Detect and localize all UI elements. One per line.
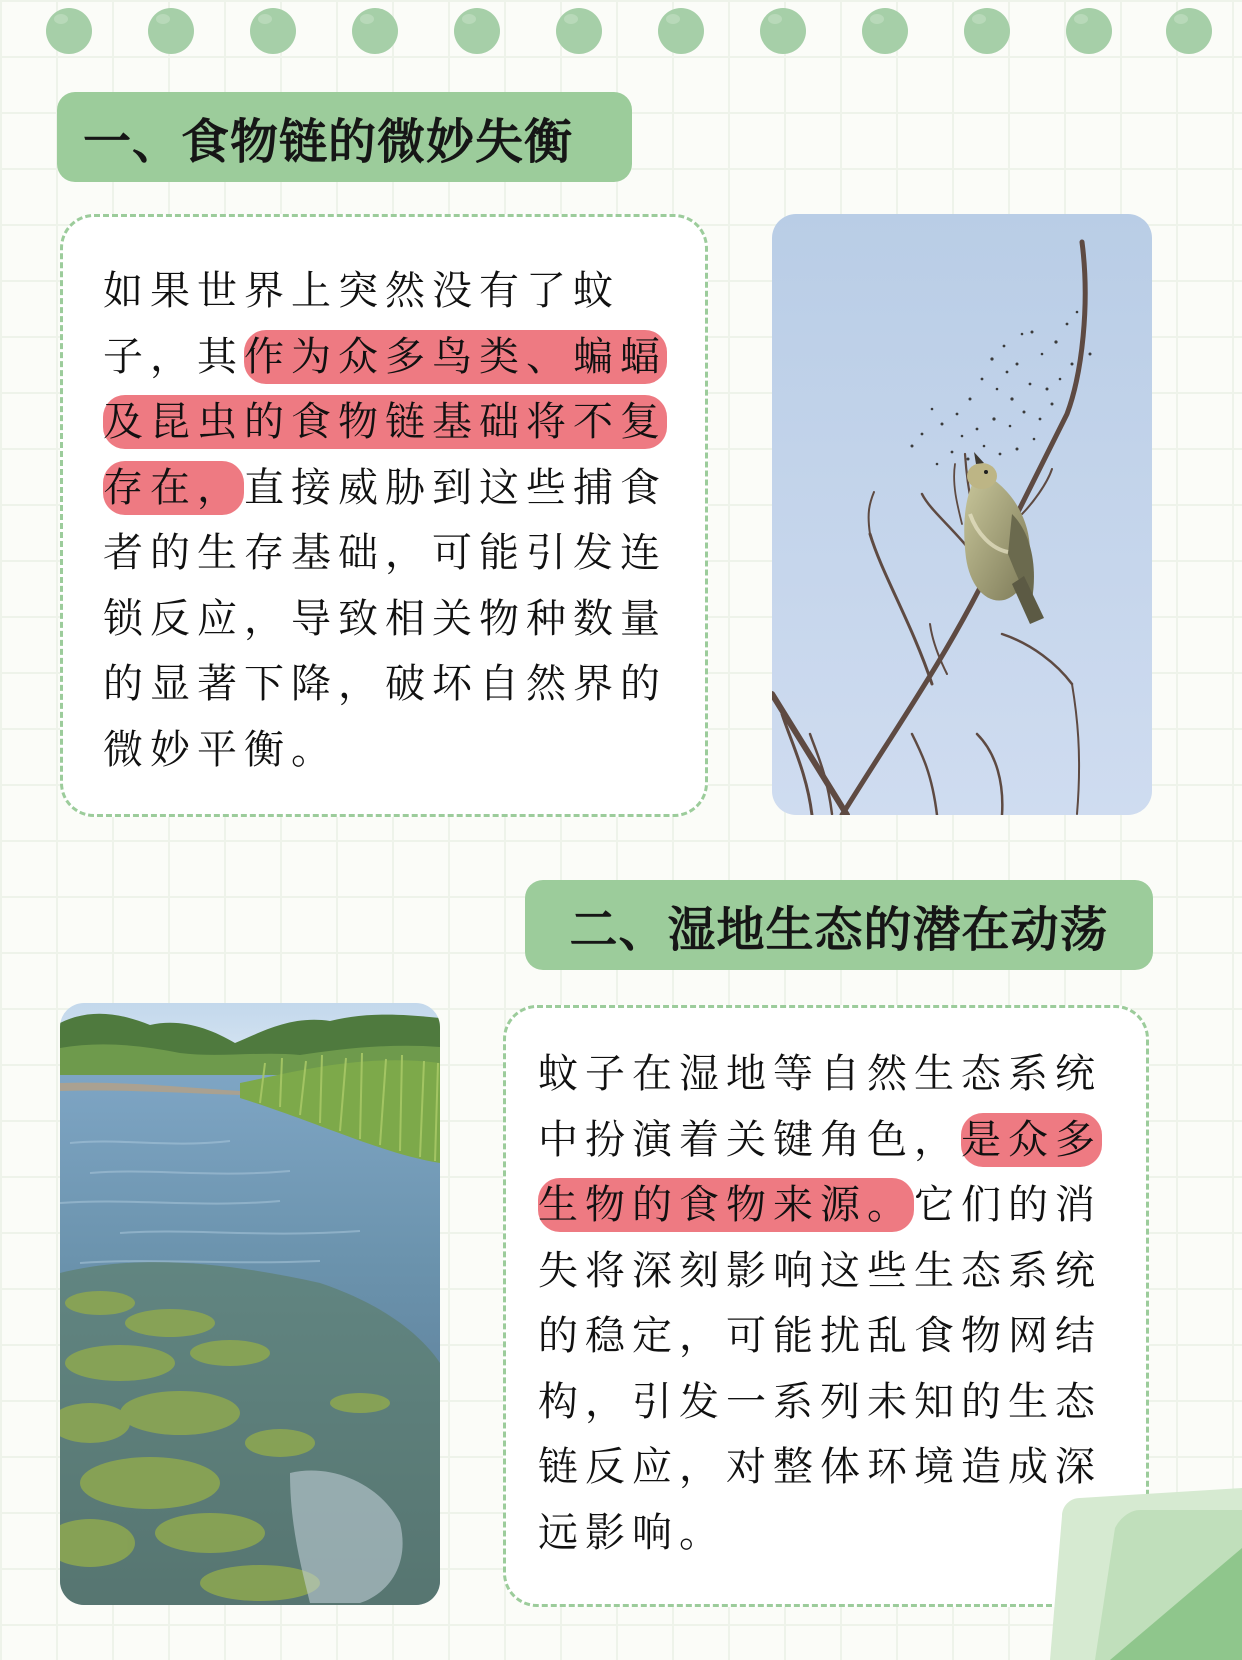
- binder-dot: [1066, 8, 1112, 54]
- section1-text-start: 如果世界上突然没有了蚊子，其: [103, 268, 620, 380]
- section1-text-end: 直接威胁到这些捕食者的生存基础，可能引发连锁反应，导致相关物种数量的显著下降，破坏自然界的微妙平衡。: [103, 464, 667, 773]
- section2-highlight: 是众多生物的食物来源。: [538, 1113, 1102, 1233]
- bird-on-branch-photo: [772, 214, 1152, 815]
- section1-highlight: 作为众多鸟类、蝙蝠及昆虫的食物链基础将不复存在，: [103, 330, 667, 515]
- binder-dot: [556, 8, 602, 54]
- binder-dot: [862, 8, 908, 54]
- wetland-photo: [60, 1003, 440, 1605]
- binder-dot: [1166, 8, 1212, 54]
- binder-dots: [0, 8, 1242, 60]
- binder-dot: [352, 8, 398, 54]
- section1-heading: 一、食物链的微妙失衡: [57, 92, 632, 182]
- binder-dot: [760, 8, 806, 54]
- binder-dot: [148, 8, 194, 54]
- section2-text-start: 蚊子在湿地等自然生态系统中扮演着关键角色，: [538, 1051, 1102, 1163]
- section2-text-end: 它们的消失将深刻影响这些生态系统的稳定，可能扰乱食物网结构，引发一系列未知的生态链反应，对整体环境造成深远影响。: [538, 1182, 1102, 1556]
- section2-heading: 二、湿地生态的潜在动荡: [525, 880, 1153, 970]
- decorative-corner: [1010, 1488, 1242, 1660]
- section1-text-card: [60, 214, 708, 817]
- binder-dot: [454, 8, 500, 54]
- binder-dot: [658, 8, 704, 54]
- section1-paragraph: [103, 259, 673, 783]
- binder-dot: [46, 8, 92, 54]
- binder-dot: [250, 8, 296, 54]
- binder-dot: [964, 8, 1010, 54]
